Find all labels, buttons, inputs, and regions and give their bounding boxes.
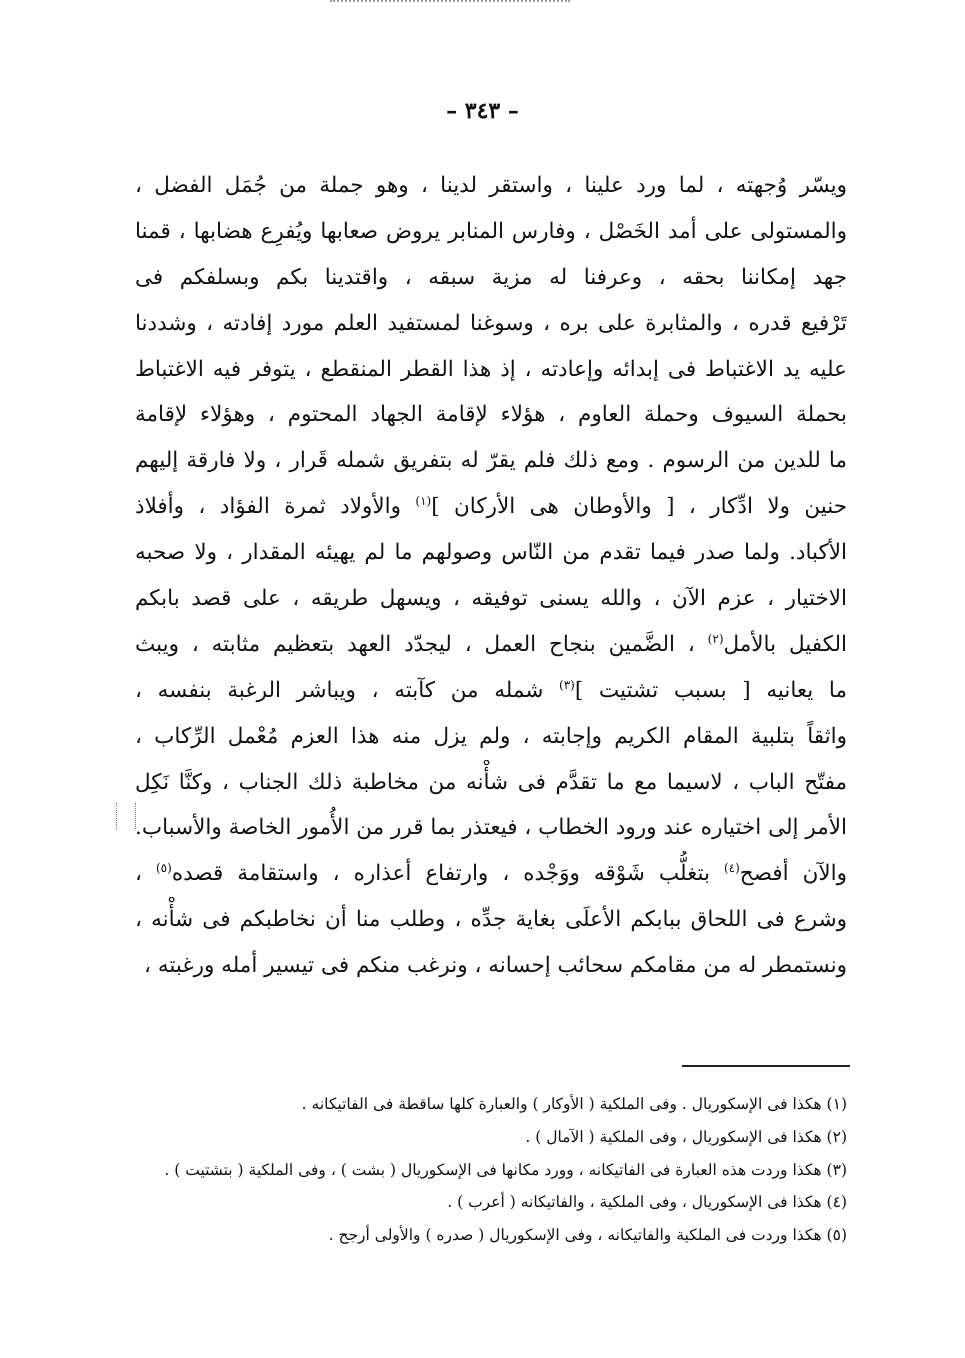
text-segment: الكفيل بالأمل	[723, 631, 847, 657]
page-number: – ٣٤٣ –	[446, 98, 519, 124]
footnote-item: (١) هكذا فى الإسكوريال . وفى الملكية ( الأوكار ) والعبارة كلها ساقطة فى الفاتيكانه .	[301, 1095, 847, 1113]
text-segment: شمله من كآبته ، ويباشر الرغبة بنفسه ،	[135, 677, 544, 703]
footnote-ref-2: (٢)	[707, 631, 724, 646]
text-segment: حنين ولا ادِّكار ، [ والأوطان هى الأركان ]	[431, 494, 847, 520]
footnote-item: (٣) هكذا وردت هذه العبارة فى الفاتيكانه ، وورد مكانها فى الإسكوريال ( بشت ) ، وفى الملكية ( بتشتيت ) .	[164, 1161, 847, 1179]
text-line: تَرْفيع قدره ، والمثابرة على بره ، وسوغنا لمستفيد العلم مورد إفادته ، وشددنا	[135, 310, 847, 336]
text-segment: ، الضَّمين بنجاح العمل ، ليجدّد العهد بتعظيم مثابته ، ويبث	[135, 631, 695, 657]
text-line: الاختيار ، عزم الآن ، والله يسنى توفيقه ، ويسهل طريقه ، على قصد بابكم	[135, 586, 847, 612]
text-segment: بتغلُّب شَوْقه ووَجْده ، وارتفاع أعذاره ، واستقامة قصده	[171, 861, 710, 887]
text-line: واثقاً بتلبية المقام الكريم وإجابته ، ولم يزل منه هذا العزم مُعْمل الرِّكاب ،	[135, 723, 847, 749]
text-line: بحملة السيوف وحملة العاوم ، هؤلاء لإقامة الجهاد المحتوم ، وهؤلاء لإقامة	[135, 402, 847, 428]
text-segment: ما يعانيه [ بسبب تشتيت ]	[574, 677, 847, 703]
text-line	[135, 484, 847, 530]
text-segment: والآن أفصح	[739, 861, 847, 887]
footnote-item: (٤) هكذا فى الإسكوريال ، وفى الملكية ، والفاتيكانه ( أعرب ) .	[447, 1193, 847, 1211]
text-segment: ،	[135, 861, 142, 887]
top-edge-rule	[330, 0, 570, 8]
text-segment: والأولاد ثمرة الفؤاد ، وأفلاذ	[135, 494, 401, 520]
text-line: ونستمطر له من مقامكم سحائب إحسانه ، ونرغب منكم فى تيسير أمله ورغبته ،	[144, 953, 847, 979]
text-line: الأكباد. ولما صدر فيما تقدم من النّاس وصولهم ما لم يهيئه المقدار ، ولا صحبه	[135, 540, 847, 566]
footnote-ref-1: (١)	[415, 494, 432, 509]
text-line: جهد إمكاننا بحقه ، وعرفنا له مزية سبقه ، واقتدينا بكم وبسلفكم فى	[135, 264, 847, 290]
footnote-separator	[682, 1065, 850, 1067]
text-line	[135, 851, 847, 897]
text-line: ما للدين من الرسوم . ومع ذلك فلم يقرّ له بتفريق شمله قَرار ، ولا فارقة إليهم	[135, 448, 847, 474]
margin-bracket-mark	[116, 803, 136, 829]
text-line: مفتّح الباب ، لاسيما مع ما تقدَّم فى شأْنه من مخاطبة ذلك الجناب ، وكنَّا نَكِل	[135, 769, 847, 795]
text-line	[135, 668, 847, 714]
footnote-ref-4: (٤)	[723, 861, 740, 876]
footnote-ref-5: (٥)	[155, 861, 172, 876]
footnote-item: (٢) هكذا فى الإسكوريال ، وفى الملكية ( الآمال ) .	[525, 1128, 847, 1146]
text-line: الأمر إلى اختياره عند ورود الخطاب ، فيعتذر بما قرر من الأُمور الخاصة والأسباب.	[135, 815, 847, 841]
text-line: وشرع فى اللحاق ببابكم الأعلَى بغاية جدِّه ، وطلب منا أن نخاطبكم فى شأْنه ،	[135, 907, 847, 933]
text-line: والمستولى على أمد الخَصْل ، وفارس المنابر يروض صعابها ويُفرِع هضابها ، قمنا	[135, 218, 847, 244]
footnotes	[135, 1090, 847, 1254]
text-line	[135, 622, 847, 668]
text-line: عليه يد الاغتباط فى إبدائه وإعادته ، إذ هذا القطر المنقطع ، يتوفر فيه الاغتباط	[135, 356, 847, 382]
body-text	[135, 163, 847, 989]
footnote-ref-3: (٣)	[559, 677, 575, 692]
footnote-item: (٥) هكذا وردت فى الملكية والفاتيكانه ، وفى الإسكوريال ( صدره ) والأولى أرجح .	[328, 1226, 847, 1244]
text-line: ويسّر وُجهته ، لما ورد علينا ، واستقر لدينا ، وهو جملة من جُمَل الفضل ،	[135, 173, 847, 198]
